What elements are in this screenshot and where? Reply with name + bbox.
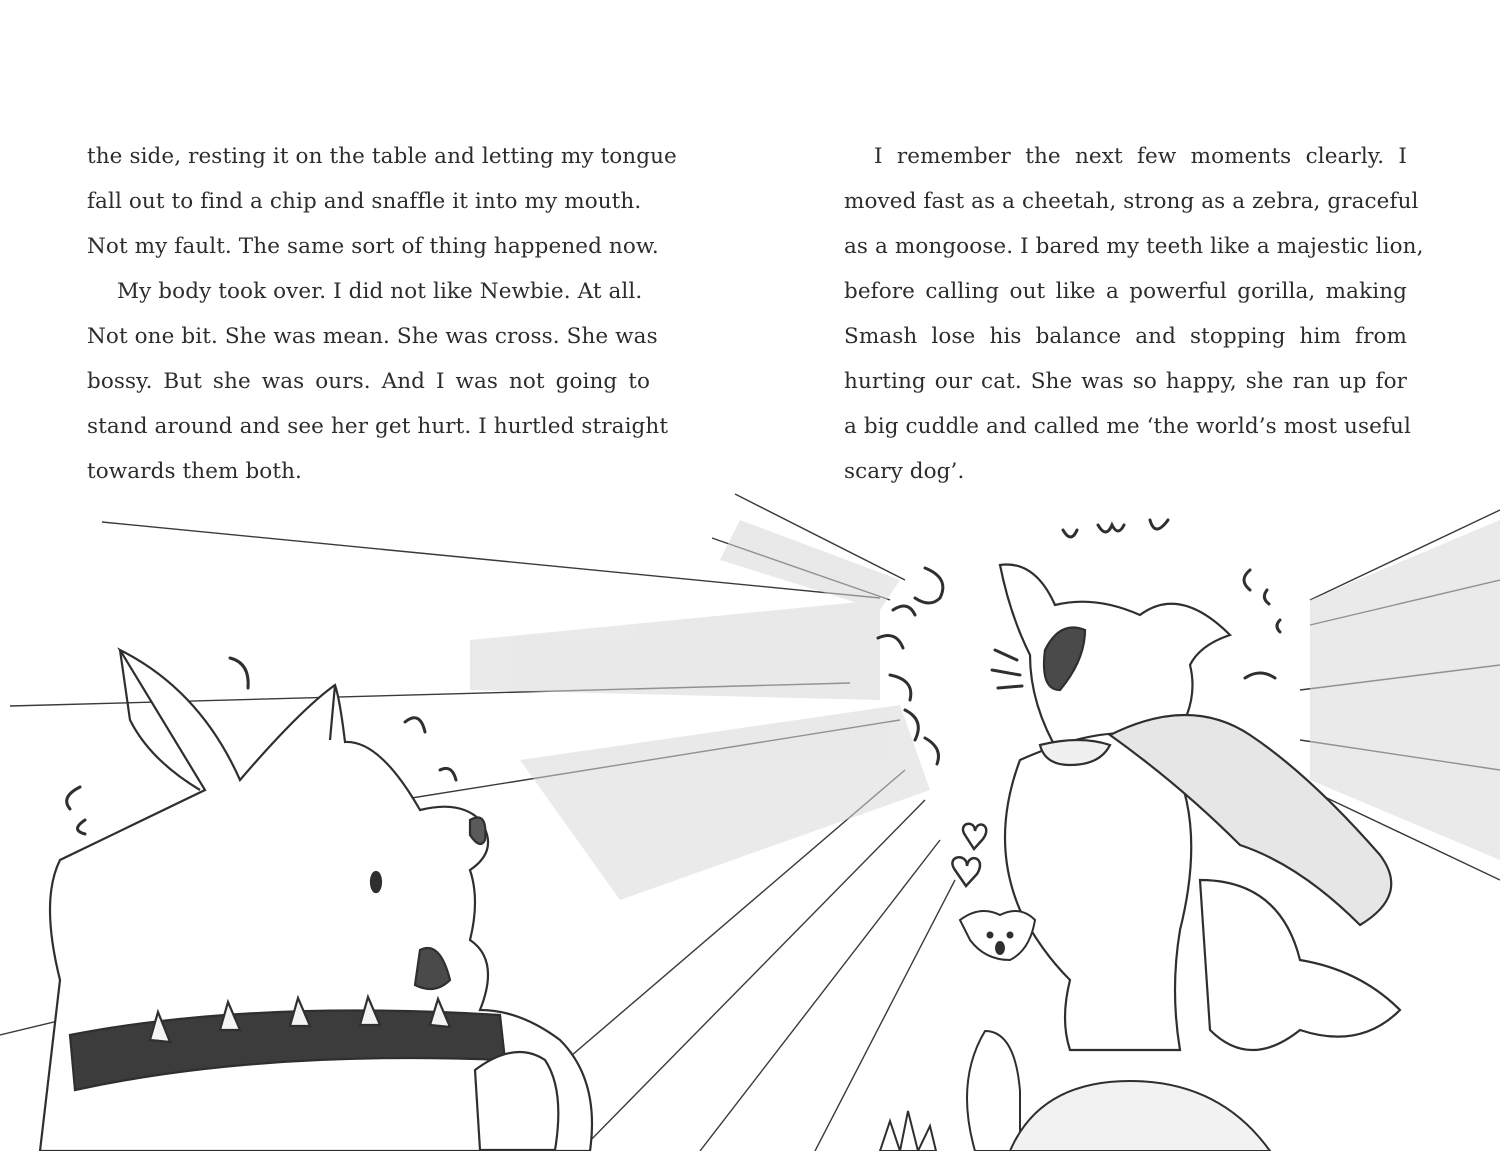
text-line: fall out to find a chip and snaffle it into my mouth. [87,189,642,214]
paragraph-start-line: I remember the next few moments clearly. I [874,144,1407,169]
text-line: scary dog’. [844,459,965,484]
text-line: a big cuddle and called me ‘the world’s most useful [844,414,1411,439]
left-page-text [87,134,677,494]
text-line: moved fast as a cheetah, strong as a zebra, graceful [844,189,1419,214]
text-line: towards them both. [87,459,302,484]
text-line: Not my fault. The same sort of thing happened now. [87,234,659,259]
dog-barking-illustration [0,488,1500,1151]
text-line: as a mongoose. I bared my teeth like a majestic lion, [844,234,1424,259]
text-line: bossy. But she was ours. And I was not going to [87,369,650,394]
text-line: Not one bit. She was mean. She was cross. She was [87,324,658,349]
heart-icon [952,824,986,886]
text-line: the side, resting it on the table and letting my tongue [87,144,677,169]
rock-and-grass [880,1081,1270,1151]
text-line: stand around and see her get hurt. I hurtled straight [87,414,669,439]
cat-figure [960,911,1035,1151]
right-page-text [844,134,1424,494]
text-line: before calling out like a powerful gorilla, making [844,279,1407,304]
text-line: Smash lose his balance and stopping him from [844,324,1407,349]
big-dog-figure [40,650,592,1151]
text-line: hurting our cat. She was so happy, she ran up for [844,369,1407,394]
paragraph-start-line: My body took over. I did not like Newbie. At all. [117,279,643,304]
